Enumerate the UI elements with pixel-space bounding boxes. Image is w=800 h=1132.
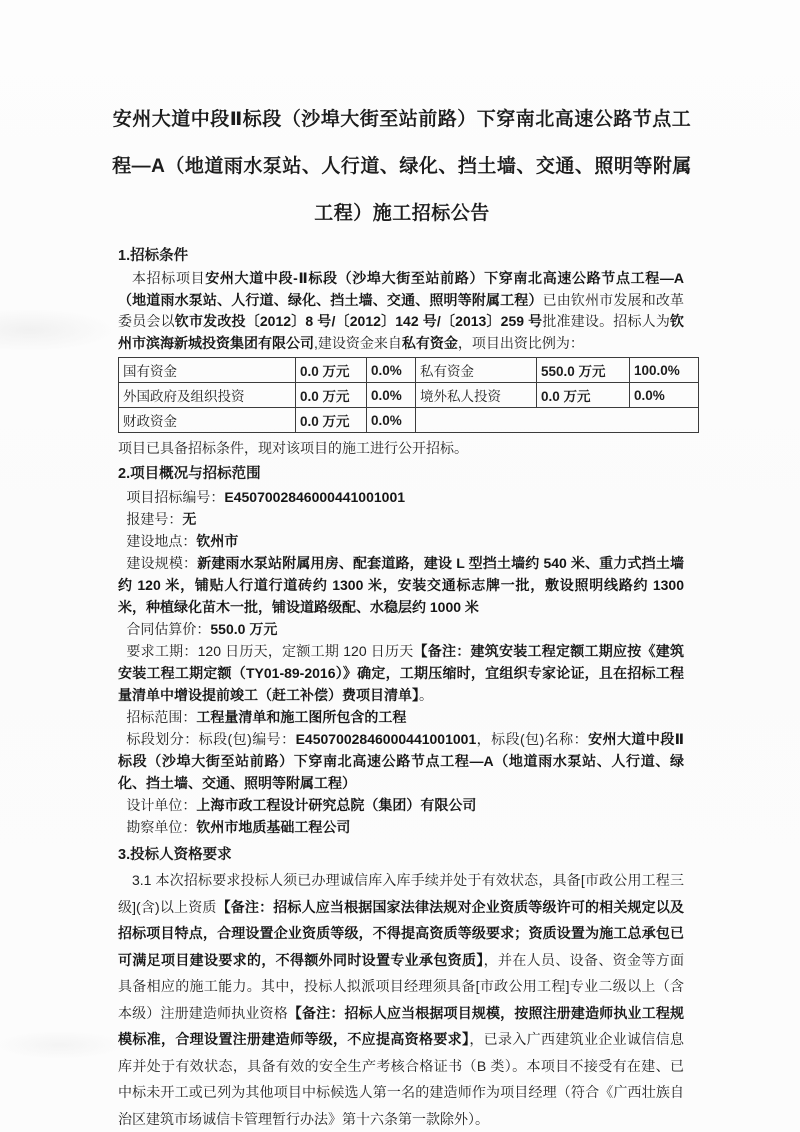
section-2-item-bid-scope: 招标范围：工程量清单和施工图所包含的工程 (126, 709, 407, 725)
section-3-heading: 3.投标人资格要求 (118, 847, 232, 863)
document-title (102, 96, 702, 237)
section-2-item-lot-division: 标段划分：标段(包)编号：E4507002846000441001001，标段(包)名称：安州大道中段Ⅱ标段（沙埠大街至站前路）下穿南北高速公路节点工程—A（地道雨水泵站、人行道、绿化、挡土墙、交通、照明等附属工程） (118, 731, 685, 791)
table-cell: 0.0 万元 (296, 358, 367, 383)
section-1-heading: 1.招标条件 (118, 248, 189, 264)
section-2-heading: 2.项目概况与招标范围 (118, 466, 261, 482)
section-3-paragraph: 3.1 本次招标要求投标人须已办理诚信库入库手续并处于有效状态，具备[市政公用工程三级](含)以上资质【备注：招标人应当根据国家法律法规对企业资质等级许可的相关规定以及招标项目特点，合理设置企业资质等级，不得提高资质等级要求；资质设置为施工总承包已可满足项目建设要求的，不得额外同时设置专业承包资质】，并在人员、设备、资金等方面具备相应的施工能力。其中，投标人拟派项目经理须具备[市政公用工程]专业二级以上（含本级）注册建造师执业资格【备注：招标人应当根据项目规模，按照注册建造师执业工程规模标准，合理设置注册建造师等级，不应提高资格要求】，已录入广西建筑业企业诚信信息库并处于有效状态，具备有效的安全生产考核合格证书（B 类）。本项目不接受有在建、已中标未开工或已列为其他项目中标候选人第一名的建造师作为项目经理（符合《广西壮族自治区建筑市场诚信卡管理暂行办法》第十六条第一款除外）。 (118, 872, 685, 1127)
section-2-item-scale: 建设规模：新建雨水泵站附属用房、配套道路，建设 L 型挡土墙约 540 米、重力式挡土墙约 120 米，铺贴人行道行道砖约 1300 米，安装交通标志牌一批，敷设照明线路约 1300 米，种植绿化苗木一批，铺设道路级配、水稳层约 1000 米 (118, 555, 685, 615)
document-title-line: 安州大道中段Ⅱ标段（沙埠大街至站前路）下穿南北高速公路节点工 (112, 109, 692, 130)
section-2-item-design-unit: 设计单位：上海市政工程设计研究总院（集团）有限公司 (126, 797, 477, 813)
table-cell: 境外私人投资 (416, 383, 537, 408)
table-cell: 550.0 万元 (537, 358, 630, 383)
section-2-item-project-number: 项目招标编号：E4507002846000441001001 (126, 489, 406, 505)
table-cell: 私有资金 (416, 358, 537, 383)
table-cell: 0.0% (367, 383, 416, 408)
document-title-line: 程—A（地道雨水泵站、人行道、绿化、挡土墙、交通、照明等附属 (112, 156, 692, 177)
section-2-item-location: 建设地点：钦州市 (126, 533, 239, 549)
document-content (112, 96, 692, 1132)
table-cell: 国有资金 (119, 358, 296, 383)
table-cell: 0.0 万元 (537, 383, 630, 408)
section-2-item-survey-unit: 勘察单位：钦州市地质基础工程公司 (126, 819, 351, 835)
table-cell: 0.0 万元 (296, 383, 367, 408)
table-cell: 0.0% (367, 358, 416, 383)
document-title-line: 工程）施工招标公告 (314, 203, 490, 224)
table-cell: 100.0% (630, 358, 699, 383)
section-2-item-contract-estimate: 合同估算价：550.0 万元 (126, 621, 278, 637)
section-1-closing: 项目已具备招标条件，现对该项目的施工进行公开招标。 (118, 440, 468, 456)
section-2-item-duration: 要求工期：120 日历天，定额工期 120 日历天【备注：建筑安装工程定额工期应按《建筑安装工程工期定额（TY01-89-2016）》确定，工期压缩时，宜组织专家论证，且在招标工程量清单中增设提前竣工（赶工补偿）费项目清单】。 (118, 643, 684, 703)
table-cell: 外国政府及组织投资 (119, 383, 296, 408)
funding-ratio-table (118, 357, 699, 433)
table-row (119, 358, 699, 383)
table-cell: 0.0% (367, 408, 416, 433)
table-cell: 0.0% (630, 383, 699, 408)
section-1-intro-paragraph: 本招标项目安州大道中段-Ⅱ标段（沙埠大街至站前路）下穿南北高速公路节点工程—A（地道雨水泵站、人行道、绿化、挡土墙、交通、照明等附属工程）已由钦州市发展和改革委员会以钦市发改投〔2012〕8 号/〔2012〕142 号/〔2013〕259 号批准建设。招标人为钦州市滨海新城投资集团有限公司,建设资金来自私有资金，项目出资比例为： (118, 270, 685, 351)
table-row (119, 408, 699, 433)
table-cell-empty (416, 408, 699, 433)
table-row (119, 383, 699, 408)
section-2-item-filing-number: 报建号：无 (126, 511, 197, 527)
table-cell: 0.0 万元 (296, 408, 367, 433)
table-cell: 财政资金 (119, 408, 296, 433)
